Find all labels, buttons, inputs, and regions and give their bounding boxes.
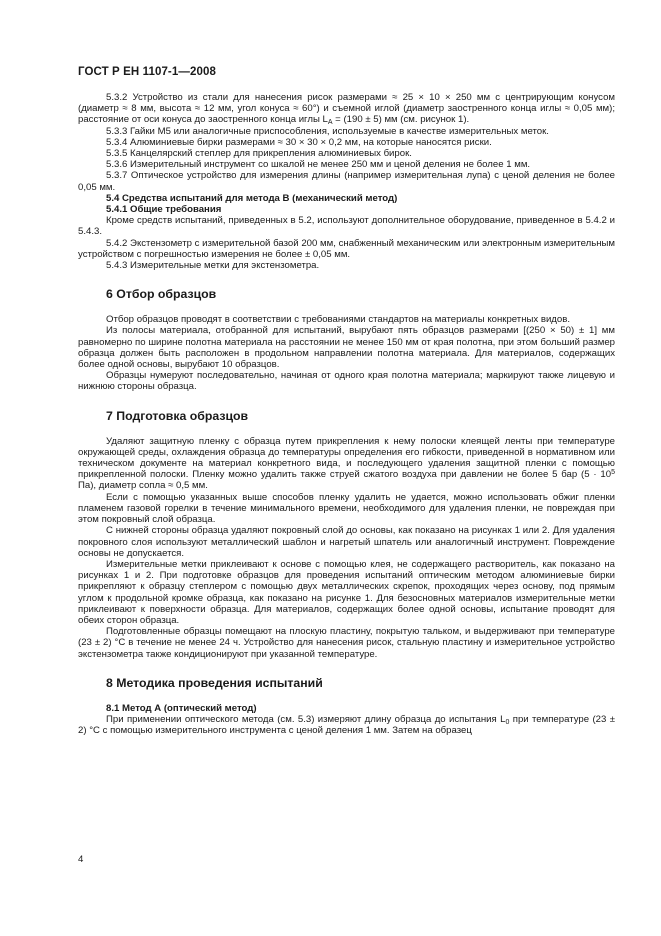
paragraph-5-3-7: 5.3.7 Оптическое устройство для измерения длины (например измерительная лупа) с ценой деления не более 0,05 мм. xyxy=(78,170,615,193)
paragraph-5-4-2: 5.4.2 Экстензометр с измерительной базой 200 мм, снабженный механическим или электронным измерительным устройством с погрешностью измерения не более ± 0,05 мм. xyxy=(78,237,615,260)
document-header: ГОСТ Р ЕН 1107-1—2008 xyxy=(78,66,216,78)
paragraph-5-3-6: 5.3.6 Измерительный инструмент со шкалой не менее 250 мм и ценой деления не более 1 мм. xyxy=(106,159,531,171)
paragraph-6-a: Отбор образцов проводят в соответствии с требованиями стандартов на материалы конкретных видов. xyxy=(106,314,571,326)
paragraph-5-3-3: 5.3.3 Гайки М5 или аналогичные приспособления, используемые в качестве измерительных меток. xyxy=(106,125,549,137)
section-heading-6: 6 Отбор образцов xyxy=(106,287,217,302)
page-number: 4 xyxy=(78,854,84,865)
paragraph-5-3-5: 5.3.5 Канцелярский степлер для прикрепления алюминиевых бирок. xyxy=(106,148,412,160)
heading-5-4-1: 5.4.1 Общие требования xyxy=(106,204,222,216)
section-heading-8: 8 Методика проведения испытаний xyxy=(106,675,323,690)
paragraph-7-c: С нижней стороны образца удаляют покровный слой до основы, как показано на рисунках 1 или 2. Для удаления покровного слоя используют металлический шаблон и нагретый шпатель или аналогичный инструмент. Повреждение основы не допускается. xyxy=(78,525,615,559)
paragraph-6-c: Образцы нумеруют последовательно, начиная от одного края полотна материала; маркируют также лицевую и нижнюю стороны образца. xyxy=(78,370,615,393)
paragraph-7-a: Удаляют защитную пленку с образца путем прикрепления к нему полоски клеящей ленты при температуре окружающей среды, охлаждения образца до температуры определения его гибкости, приведенной в нормативном или техническом документе на материал конкретного вида, и последующего удаления защитной пленки с помощью прикрепленной полоски. Пленку можно удалить также струей сжатого воздуха при давлении не более 5 бар ($5 \cdot 10^5$ Па), диаметр сопла ≈ 0,5 мм. xyxy=(78,435,615,492)
paragraph-6-b: Из полосы материала, отобранной для испытаний, вырубают пять образцов размерами [(250 × 50) ± 1] мм равномерно по ширине полотна материала на расстоянии не менее 150 мм от края полотна, при этом больший размер образца должен быть расположен в продольном направлении полотна материала. Для материалов, содержащих более одной основы, вырубают 10 образцов. xyxy=(78,325,615,371)
section-heading-7: 7 Подготовка образцов xyxy=(106,408,249,423)
heading-8-1: 8.1 Метод А (оптический метод) xyxy=(106,702,257,714)
paragraph-7-d: Измерительные метки приклеивают к основе с помощью клея, не содержащего растворитель, как показано на рисунках 1 и 2. При подготовке образцов для проведения испытаний оптическим методом алюминиевые бирки прикрепляют к образцу степлером с помощью двух металлических скрепок, проходящих через основу, под прямым углом к продольной кромке образца, как показано на рисунке 1. Для безосновных материалов измерительные метки приклеивают к поверхности образца. Для материалов, содержащих более одной основы, испытание проводят для обеих сторон образца. xyxy=(78,558,615,626)
document-body xyxy=(78,92,615,736)
heading-5-4: 5.4 Средства испытаний для метода В (механический метод) xyxy=(106,192,398,204)
paragraph-5-3-2: 5.3.2 Устройство из стали для нанесения рисок размерами ≈ 25 × 10 × 250 мм с центрирующим конусом (диаметр ≈ 8 мм, высота ≈ 12 мм, угол конуса ≈ 60°) и съемной иглой (диаметр заостренного конца иглы ≈ 0,05 мм); расстояние от оси конуса до заостренного конца иглы $L_A = (190 \pm 5)$ мм (см. рисунок 1). xyxy=(78,92,615,127)
paragraph-5-4-1: Кроме средств испытаний, приведенных в 5.2, используют дополнительное оборудование, приведенное в 5.4.2 и 5.4.3. xyxy=(78,215,615,238)
paragraph-7-b: Если с помощью указанных выше способов пленку удалить не удается, можно использовать обжиг пленки пламенем газовой горелки в течение минимального времени, необходимого для удаления пленки, не повреждая при этом покровный слой образца. xyxy=(78,491,615,526)
paragraph-8-1: При применении оптического метода (см. 5.3) измеряют длину образца до испытания $L_0$ при температуре (23 ± 2) °С с помощью измерительного инструмента с ценой деления 1 мм. Затем на образец xyxy=(78,713,615,737)
paragraph-5-4-3: 5.4.3 Измерительные метки для экстензометра. xyxy=(106,260,320,272)
paragraph-5-3-4: 5.3.4 Алюминиевые бирки размерами ≈ 30 × 30 × 0,2 мм, на которые наносятся риски. xyxy=(106,136,492,148)
paragraph-7-e: Подготовленные образцы помещают на плоскую пластину, покрытую тальком, и выдерживают при температуре (23 ± 2) °С в течение не менее 24 ч. Устройство для нанесения рисок, стальную пластину и измерительное устройство экстензометра также кондиционируют при указанной температуре. xyxy=(78,626,615,660)
